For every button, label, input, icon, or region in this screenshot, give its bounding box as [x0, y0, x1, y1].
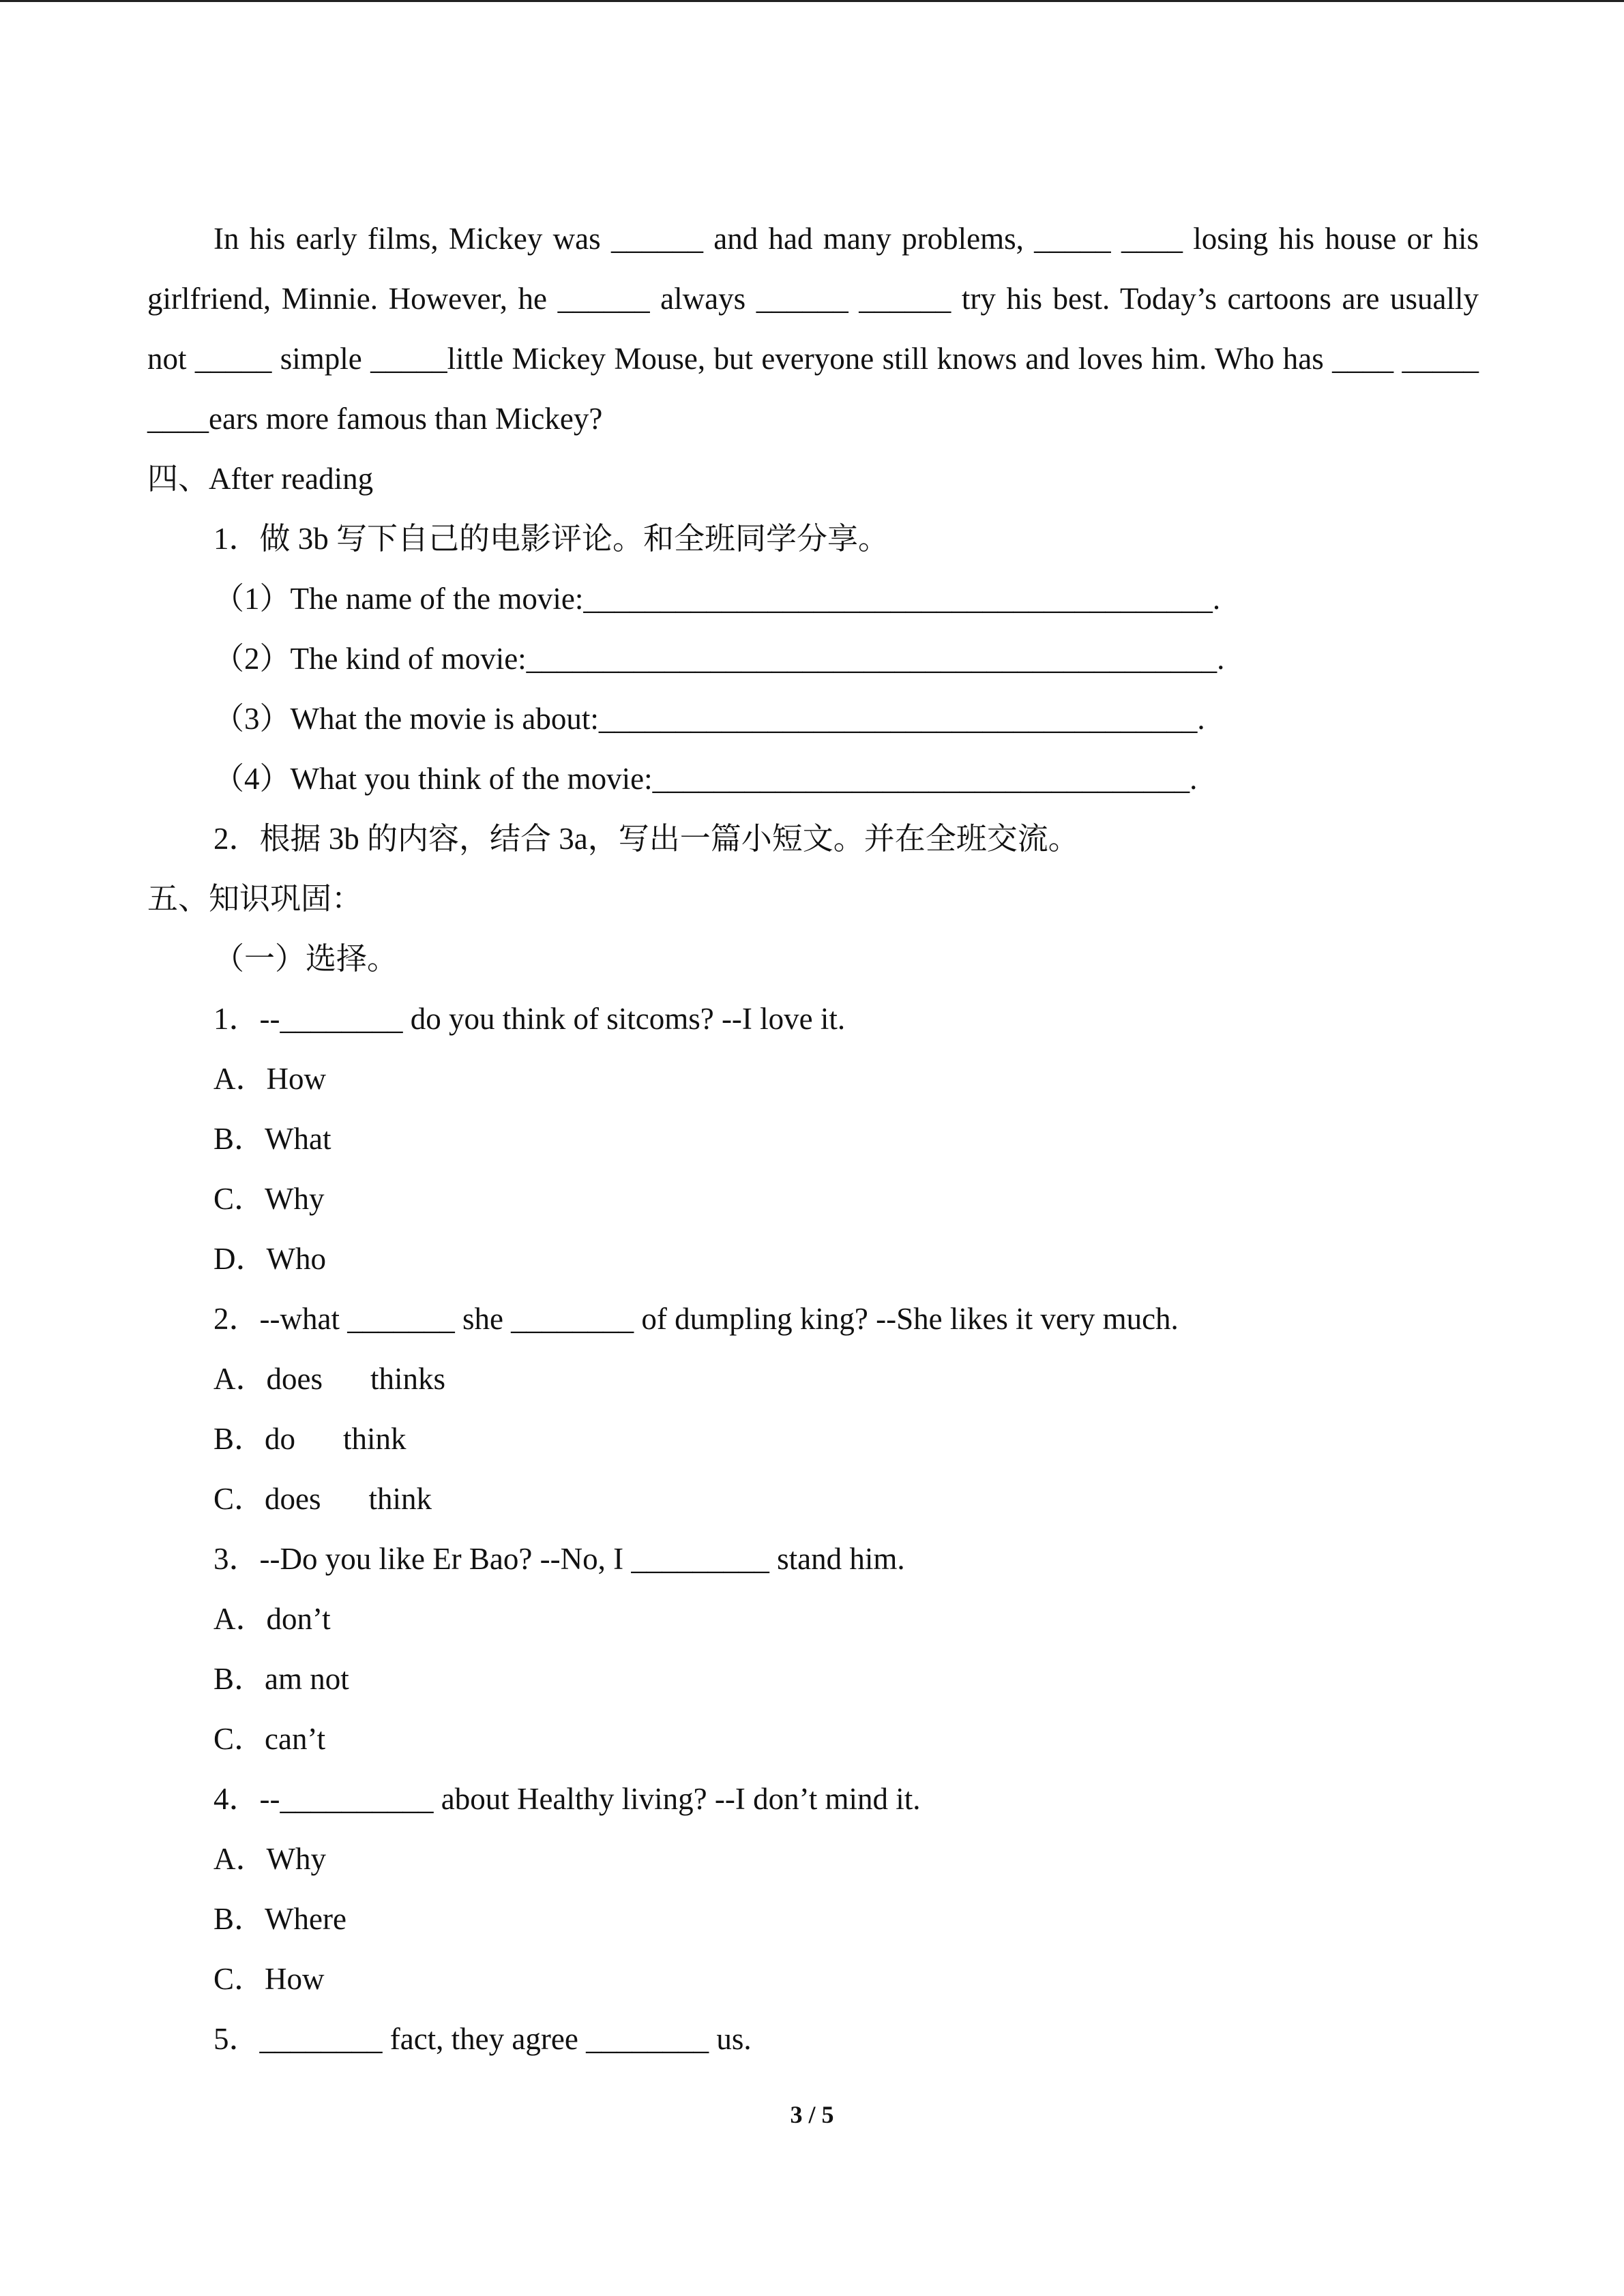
- question-3-option-a: A．don’t: [213, 1602, 331, 1636]
- section-5-heading: 五、知识巩固：: [147, 882, 363, 916]
- question-4-stem: 4．--__________ about Healthy living? --I don’t mind it.: [213, 1782, 921, 1816]
- question-2-option-b: [147, 1409, 1479, 1469]
- question-2-option-b-first: B．do: [213, 1422, 296, 1456]
- question-3-option-c: C．can’t: [213, 1722, 326, 1756]
- review-item-about: （3）What the movie is about:_______________________________________.: [213, 702, 1205, 736]
- review-item-opinion: （4）What you think of the movie:___________________________________.: [213, 762, 1198, 796]
- question-5-stem: 5．________ fact, they agree ________ us.: [213, 2022, 752, 2056]
- page-number: 3 / 5: [790, 2101, 834, 2128]
- question-2-option-a-second: thinks: [370, 1362, 446, 1396]
- question-1-option-c: C．Why: [213, 1182, 325, 1216]
- question-1-option-b: B．What: [213, 1122, 331, 1156]
- review-item-name: （1）The name of the movie:_________________________________________.: [213, 582, 1221, 616]
- question-2-option-a: [147, 1349, 1479, 1409]
- reading-passage: In his early films, Mickey was ______ and had many problems, _____ ____ losing his house or his girlfriend, Minnie. However, he ______ always ______ ______ try his best. Today’s cartoons are usually not _____ simple _____little Mickey Mouse, but everyone still knows and loves him. Who has ____ _____ ____ears more famous than Mickey?: [147, 222, 1479, 436]
- question-4-option-a: A．Why: [213, 1842, 326, 1876]
- section-4-task-2: 2．根据 3b 的内容，结合 3a，写出一篇小短文。并在全班交流。: [213, 822, 1079, 856]
- page-top-border: [0, 0, 1624, 2]
- question-2-option-c-first: C．does: [213, 1482, 321, 1516]
- document-page: [147, 209, 1479, 2069]
- question-1-option-d: D．Who: [213, 1242, 326, 1276]
- question-2-stem: 2．--what _______ she ________ of dumpling king? --She likes it very much.: [213, 1302, 1179, 1336]
- section-5-sub-heading: （一）选择。: [213, 942, 398, 976]
- question-2-option-c-second: think: [368, 1482, 432, 1516]
- question-1-option-a: A．How: [213, 1062, 326, 1096]
- question-2-option-c: [147, 1469, 1479, 1529]
- question-3-option-b: B．am not: [213, 1662, 349, 1696]
- section-4-task-1: 1．做 3b 写下自己的电影评论。和全班同学分享。: [213, 522, 889, 556]
- question-2-option-a-first: A．does: [213, 1362, 323, 1396]
- question-4-option-c: C．How: [213, 1962, 325, 1996]
- question-4-option-b: B．Where: [213, 1902, 346, 1936]
- review-item-kind: （2）The kind of movie:_____________________________________________.: [213, 642, 1225, 676]
- question-2-option-b-second: think: [343, 1422, 407, 1456]
- section-4-heading: 四、After reading: [147, 462, 374, 496]
- question-1-stem: 1．--________ do you think of sitcoms? --I love it.: [213, 1002, 846, 1036]
- question-3-stem: 3．--Do you like Er Bao? --No, I _________ stand him.: [213, 1542, 905, 1576]
